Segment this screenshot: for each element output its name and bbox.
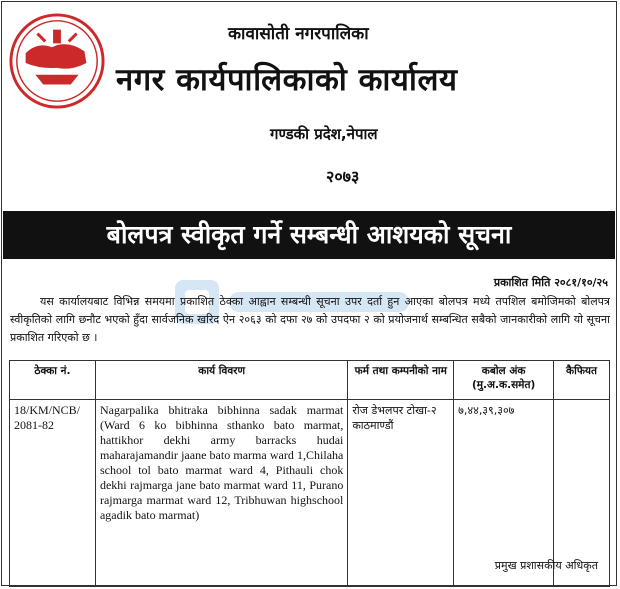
notice-body: यस कार्यालयबाट विभिन्न समयमा प्रकाशित ठेक्का आह्वान सम्बन्धी सूचना उपर दर्ता हुन आएका बोलपत्र मध्ये तपशिल बमोजिमको बोलपत्र स्वीकृतिको लागि छनौट भएको हुँदा सार्वजनिक खरिद ऐन २०६३ को दफा २७ को उपदफा २ को प्रयोजनार्थ सम्बन्धित सबैको जानकारीको लागि यो सूचना प्रकाशित गरिएको छ । <box>10 295 610 344</box>
contract-no-cell: 18/KM/NCB/ 2081-82 <box>10 400 96 587</box>
description-cell: Nagarpalika bhitraka bibhinna sadak marmat (Ward 6 ko bibhinna sthanko bato marmat, hattikhor dekhi army barracks hudai maharajamandir jaane bato marma ward 1,Chilaha school tol bato marmat ward 4, Pithauli chok dekhi rajmarga jane bato marmat ward 11, Purano rajmarga marmat ward 12, Tribhuwan highschool agadik bato marmat) <box>95 400 347 587</box>
header-contract-no: ठेक्का नं. <box>10 361 96 400</box>
header-amount: कबोल अंक (मु.अ.क.समेत) <box>454 361 554 400</box>
signature-title: प्रमुख प्रशासकीय अधिकृत <box>494 559 598 572</box>
notice-banner: बोलपत्र स्वीकृत गर्ने सम्बन्धी आशयको सूचना <box>3 211 615 259</box>
municipality-logo <box>8 12 106 110</box>
published-date: प्रकाशित मिति २०८१/१०/२५ <box>493 276 608 289</box>
header-remarks: कैफियत <box>554 361 610 400</box>
firm-cell: रोज डेभलपर टोखा-२ काठमाण्डौं <box>348 400 454 587</box>
province: गण्डकी प्रदेश,नेपाल <box>270 125 378 143</box>
table-header-row <box>10 361 610 400</box>
amount-cell: ७,४४,३९,३०७ <box>454 400 554 587</box>
office-name: कावासोती नगरपालिका <box>228 24 369 44</box>
office-title: नगर कार्यपालिकाको कार्यालय <box>116 62 458 98</box>
header-description: कार्य विवरण <box>95 361 347 400</box>
contract-table <box>9 360 610 587</box>
establishment-year: २०७३ <box>326 167 360 186</box>
header-firm: फर्म तथा कम्पनीको नाम <box>348 361 454 400</box>
